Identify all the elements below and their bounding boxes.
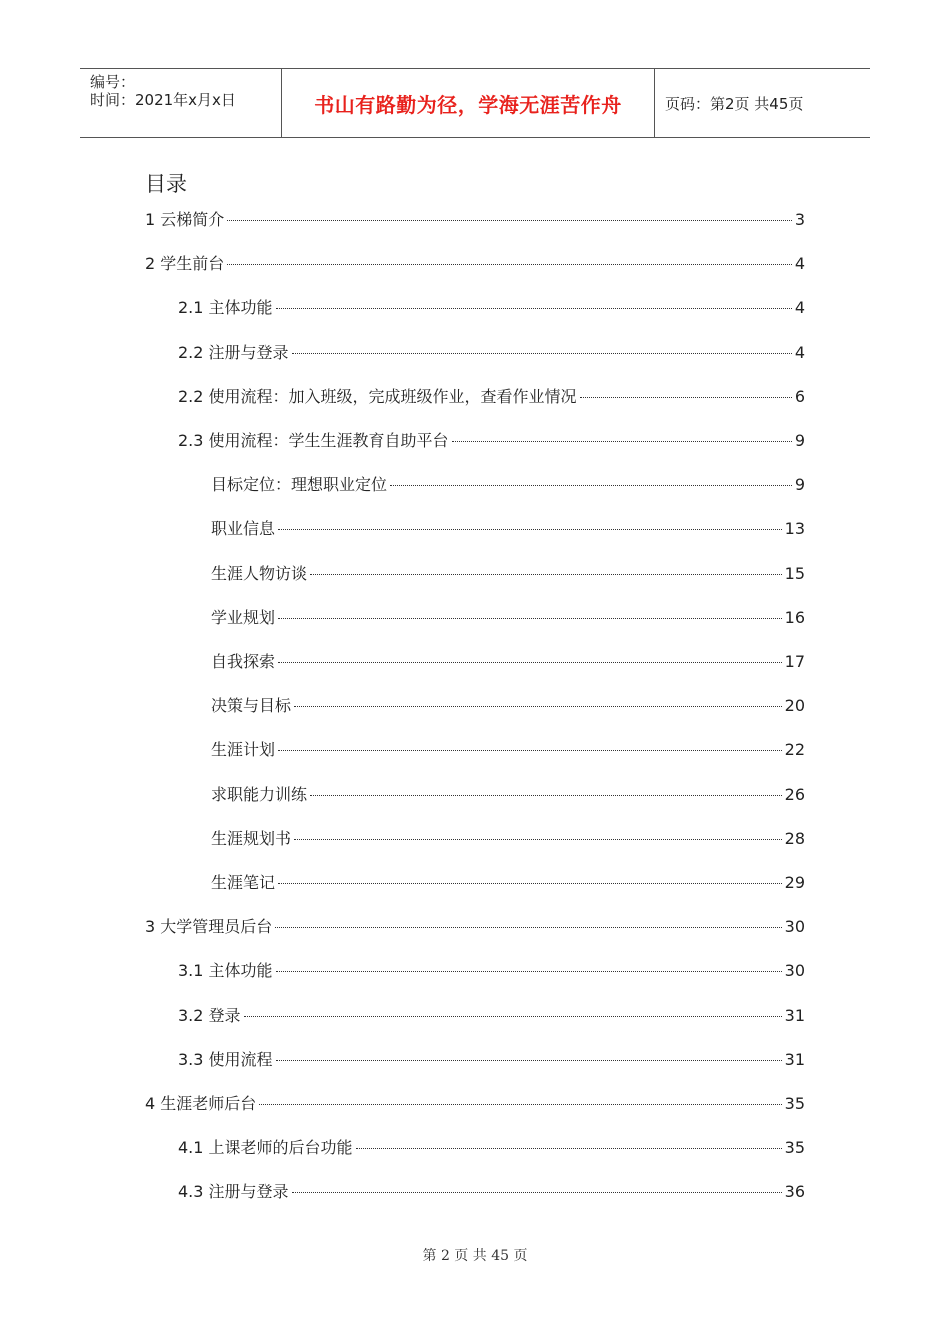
toc-entry-page: 22 — [784, 740, 805, 759]
toc-leader-dots — [259, 1104, 781, 1105]
toc-entry-label: 3.2 登录 — [178, 1006, 241, 1025]
toc-entry-page: 31 — [784, 1006, 805, 1025]
toc-entry-page: 9 — [794, 431, 805, 450]
toc-entry-label: 生涯规划书 — [211, 829, 292, 848]
toc-title: 目录 — [145, 172, 187, 196]
toc-leader-dots — [278, 618, 782, 619]
toc-entry-label: 自我探索 — [211, 652, 276, 671]
toc-entry-page: 35 — [784, 1138, 805, 1157]
toc-entry-label: 生涯笔记 — [211, 873, 276, 892]
toc-leader-dots — [310, 574, 782, 575]
toc-entry-page: 30 — [784, 961, 805, 980]
page-header — [80, 68, 870, 138]
toc-leader-dots — [390, 485, 792, 486]
document-time: 时间：2021年x月x日 — [90, 91, 236, 109]
toc-leader-dots — [292, 353, 792, 354]
toc-entry[interactable] — [178, 386, 805, 408]
toc-entry-page: 29 — [784, 873, 805, 892]
toc-entry[interactable] — [178, 297, 805, 319]
toc-leader-dots — [276, 308, 792, 309]
toc-entry[interactable] — [145, 1093, 805, 1115]
toc-entry[interactable] — [145, 209, 805, 231]
toc-entry-page: 17 — [784, 652, 805, 671]
toc-entry-label: 生涯人物访谈 — [211, 564, 308, 583]
toc-entry[interactable] — [211, 607, 805, 629]
toc-entry-label: 2 学生前台 — [145, 254, 225, 273]
toc-entry[interactable] — [145, 253, 805, 275]
header-page-code: 页码：第2页 共45页 — [665, 94, 804, 113]
toc-entry-page: 15 — [784, 564, 805, 583]
toc-leader-dots — [356, 1148, 782, 1149]
toc-entry[interactable] — [211, 739, 805, 761]
toc-entry-page: 20 — [784, 696, 805, 715]
toc-entry-label: 3.1 主体功能 — [178, 961, 273, 980]
toc-entry[interactable] — [211, 474, 805, 496]
toc-entry-page: 3 — [794, 210, 805, 229]
header-slogan-cell — [282, 69, 655, 137]
toc-leader-dots — [580, 397, 792, 398]
toc-leader-dots — [278, 662, 782, 663]
toc-leader-dots — [278, 883, 782, 884]
toc-entry[interactable] — [211, 784, 805, 806]
toc-entry-page: 16 — [784, 608, 805, 627]
toc-entry-page: 4 — [794, 343, 805, 362]
toc-entry[interactable] — [178, 1181, 805, 1203]
toc-entry-page: 9 — [794, 475, 805, 494]
toc-leader-dots — [294, 839, 782, 840]
toc-entry-label: 2.3 使用流程：学生生涯教育自助平台 — [178, 431, 449, 450]
toc-entry-label: 3 大学管理员后台 — [145, 917, 273, 936]
toc-entry-label: 决策与目标 — [211, 696, 292, 715]
toc-entry-page: 31 — [784, 1050, 805, 1069]
toc-leader-dots — [278, 750, 782, 751]
toc-leader-dots — [244, 1016, 782, 1017]
toc-entry[interactable] — [211, 651, 805, 673]
toc-entry-page: 26 — [784, 785, 805, 804]
toc-entry[interactable] — [178, 1005, 805, 1027]
toc-entry-page: 13 — [784, 519, 805, 538]
toc-entry-label: 目标定位：理想职业定位 — [211, 475, 388, 494]
header-page-cell — [655, 69, 870, 137]
toc-entry[interactable] — [178, 1049, 805, 1071]
toc-entry[interactable] — [211, 872, 805, 894]
toc-entry-page: 36 — [784, 1182, 805, 1201]
toc-entry-label: 4 生涯老师后台 — [145, 1094, 257, 1113]
toc-entry[interactable] — [178, 342, 805, 364]
toc-entry-label: 2.2 使用流程：加入班级，完成班级作业，查看作业情况 — [178, 387, 577, 406]
toc-entry[interactable] — [211, 695, 805, 717]
toc-leader-dots — [276, 1060, 782, 1061]
toc-entry-page: 35 — [784, 1094, 805, 1113]
toc-entry[interactable] — [211, 828, 805, 850]
toc-leader-dots — [294, 706, 782, 707]
toc-leader-dots — [292, 1192, 782, 1193]
toc-entry-label: 生涯计划 — [211, 740, 276, 759]
toc-entry-page: 28 — [784, 829, 805, 848]
toc-entry-label: 学业规划 — [211, 608, 276, 627]
toc-leader-dots — [452, 441, 792, 442]
toc-entry[interactable] — [178, 1137, 805, 1159]
toc-leader-dots — [227, 220, 792, 221]
toc-entry-page: 30 — [784, 917, 805, 936]
toc-entry-page: 6 — [794, 387, 805, 406]
toc-leader-dots — [227, 264, 792, 265]
toc-entry-label: 2.1 主体功能 — [178, 298, 273, 317]
toc-leader-dots — [310, 795, 782, 796]
toc-entry-label: 4.3 注册与登录 — [178, 1182, 289, 1201]
toc-entry-label: 3.3 使用流程 — [178, 1050, 273, 1069]
toc-entry[interactable] — [178, 960, 805, 982]
header-slogan: 书山有路勤为径，学海无涯苦作舟 — [314, 92, 622, 117]
toc-entry-label: 2.2 注册与登录 — [178, 343, 289, 362]
document-number: 编号： — [90, 73, 136, 91]
toc-entry[interactable] — [211, 563, 805, 585]
toc-entry-label: 4.1 上课老师的后台功能 — [178, 1138, 353, 1157]
toc-entry-label: 1 云梯简介 — [145, 210, 225, 229]
toc-leader-dots — [278, 529, 782, 530]
toc-entry-label: 求职能力训练 — [211, 785, 308, 804]
toc-entry[interactable] — [145, 916, 805, 938]
toc-leader-dots — [276, 971, 782, 972]
toc-entry-page: 4 — [794, 254, 805, 273]
header-info-cell — [80, 69, 282, 137]
toc-entry-label: 职业信息 — [211, 519, 276, 538]
toc-entry[interactable] — [178, 430, 805, 452]
toc-entry[interactable] — [211, 518, 805, 540]
toc-leader-dots — [275, 927, 781, 928]
page-footer: 第 2 页 共 45 页 — [422, 1248, 528, 1264]
toc-entry-page: 4 — [794, 298, 805, 317]
